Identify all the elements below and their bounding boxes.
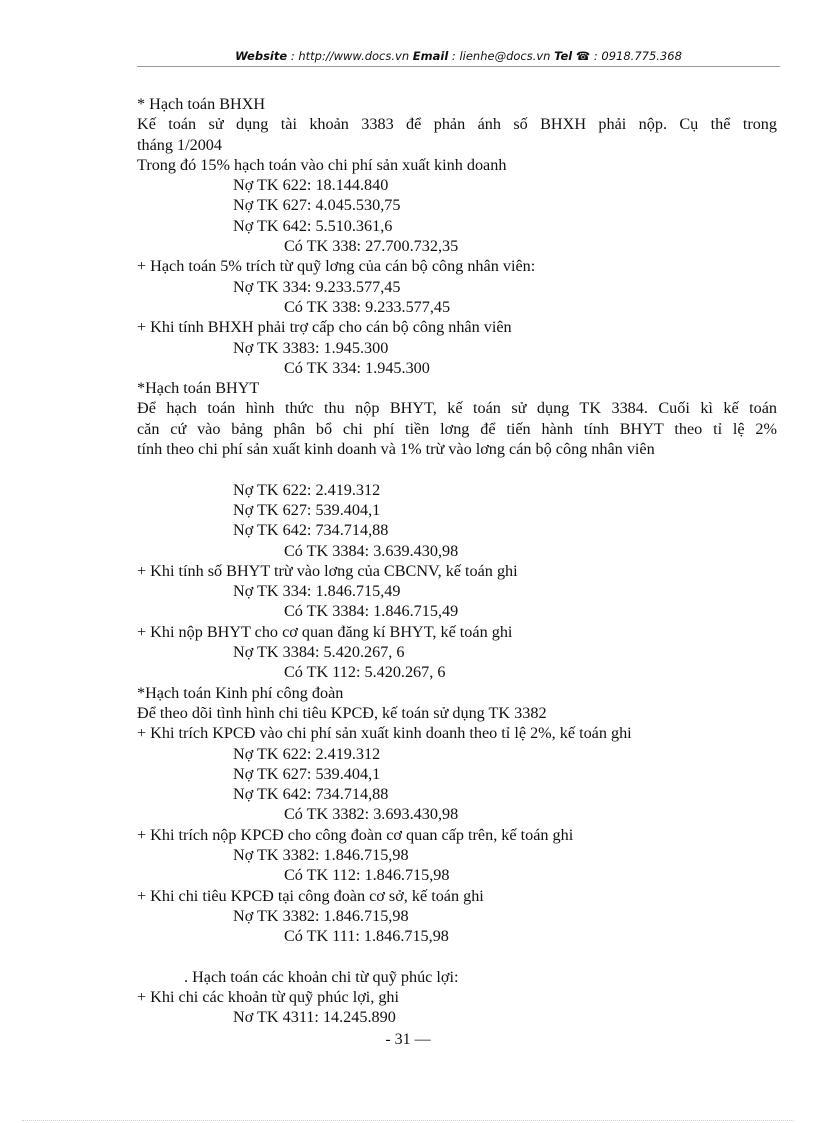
email-address: : lienhe@docs.vn xyxy=(448,49,555,63)
credit-entry: Có TK 334: 1.945.300 xyxy=(284,358,430,377)
email-label: Email xyxy=(412,49,449,63)
credit-entry: Có TK 112: 1.846.715,98 xyxy=(284,866,450,885)
tel-label: Tel xyxy=(554,49,573,63)
debit-entry: Nợ TK 3382: 1.846.715,98 xyxy=(233,906,409,925)
phone-icon: ☎ xyxy=(575,49,591,63)
paragraph-line: tháng 1/2004 xyxy=(137,135,222,154)
credit-entry: Có TK 3384: 1.846.715,49 xyxy=(284,602,459,621)
credit-entry: Có TK 3384: 3.639.430,98 xyxy=(284,541,459,560)
debit-entry: Nợ TK 642: 734.714,88 xyxy=(233,785,389,804)
paragraph-line: tính theo chi phí sản xuất kinh doanh và 1% trừ vào lơng cán bộ công nhân viên xyxy=(137,440,655,459)
tel-number: : 0918.775.368 xyxy=(590,49,682,63)
paragraph-line: Trong đó 15% hạch toán vào chi phí sản xuất kinh doanh xyxy=(137,155,507,174)
debit-entry: Nợ TK 622: 18.144.840 xyxy=(233,176,389,195)
debit-entry: Nợ TK 627: 4.045.530,75 xyxy=(233,196,401,215)
website-label: Website xyxy=(235,49,288,63)
debit-entry: Nợ TK 334: 9.233.577,45 xyxy=(233,277,401,296)
paragraph-line: + Khi nộp BHYT cho cơ quan đăng kí BHYT, kế toán ghi xyxy=(137,622,513,641)
paragraph-line: + Hạch toán 5% trích từ quỹ lơng của cán bộ công nhân viên: xyxy=(137,257,536,276)
paragraph-line: + Khi chi các khoản từ quỹ phúc lợi, ghi xyxy=(137,988,400,1007)
paragraph-line: Để theo dõi tình hình chi tiêu KPCĐ, kế toán sử dụng TK 3382 xyxy=(137,703,547,722)
debit-entry: Nợ TK 3382: 1.846.715,98 xyxy=(233,845,409,864)
debit-entry: Nợ TK 627: 539.404,1 xyxy=(233,764,381,783)
paragraph-line: + Khi tính BHXH phải trợ cấp cho cán bộ công nhân viên xyxy=(137,318,512,337)
paragraph-line: Kế toán sử dụng tài khoản 3383 để phản ánh số BHXH phải nộp. Cụ thể trong xyxy=(137,115,777,134)
credit-entry: Có TK 3382: 3.693.430,98 xyxy=(284,805,459,824)
document-body xyxy=(137,94,777,1028)
debit-entry: Nợ TK 627: 539.404,1 xyxy=(233,500,381,519)
page-number: - 31 — xyxy=(385,1031,431,1048)
paragraph-line: + Khi trích KPCĐ vào chi phí sản xuất kinh doanh theo tỉ lệ 2%, kế toán ghi xyxy=(137,724,632,743)
website-url: : http://www.docs.vn xyxy=(287,49,413,63)
blank-line xyxy=(137,459,777,479)
debit-entry: Nợ TK 642: 5.510.361,6 xyxy=(233,216,393,235)
section-heading-bhyt: *Hạch toán BHYT xyxy=(137,379,260,398)
page-bottom-divider xyxy=(22,1120,794,1121)
blank-line xyxy=(137,946,777,966)
credit-entry: Có TK 338: 27.700.732,35 xyxy=(284,237,459,256)
paragraph-line: căn cứ vào bảng phân bổ chi phí tiền lơng để tiến hành tính BHYT theo tỉ lệ 2% xyxy=(137,419,777,438)
debit-entry: Nợ TK 622: 2.419.312 xyxy=(233,744,381,763)
section-heading-phuc-loi: . Hạch toán các khoản chi từ quỹ phúc lợi: xyxy=(184,967,459,986)
debit-entry: Nơ TK 4311: 14.245.890 xyxy=(233,1008,396,1027)
debit-entry: Nợ TK 334: 1.846.715,49 xyxy=(233,582,401,601)
section-heading-bhxh: * Hạch toán BHXH xyxy=(137,95,266,113)
paragraph-line: + Khi tính số BHYT trừ vào lơng của CBCNV, kế toán ghi xyxy=(137,561,518,580)
credit-entry: Có TK 112: 5.420.267, 6 xyxy=(284,663,446,682)
page-header xyxy=(137,48,780,67)
credit-entry: Có TK 111: 1.846.715,98 xyxy=(284,927,449,946)
debit-entry: Nợ TK 3384: 5.420.267, 6 xyxy=(233,643,405,662)
paragraph-line: + Khi chi tiêu KPCĐ tại công đoàn cơ sở, kế toán ghi xyxy=(137,886,484,905)
debit-entry: Nợ TK 3383: 1.945.300 xyxy=(233,338,389,357)
section-heading-kpcd: *Hạch toán Kinh phí công đoàn xyxy=(137,683,344,702)
debit-entry: Nợ TK 622: 2.419.312 xyxy=(233,480,381,499)
debit-entry: Nợ TK 642: 734.714,88 xyxy=(233,521,389,540)
credit-entry: Có TK 338: 9.233.577,45 xyxy=(284,297,451,316)
paragraph-line: Để hạch toán hình thức thu nộp BHYT, kế toán sử dụng TK 3384. Cuối kì kế toán xyxy=(137,399,777,418)
paragraph-line: + Khi trích nộp KPCĐ cho công đoàn cơ quan cấp trên, kế toán ghi xyxy=(137,825,574,844)
